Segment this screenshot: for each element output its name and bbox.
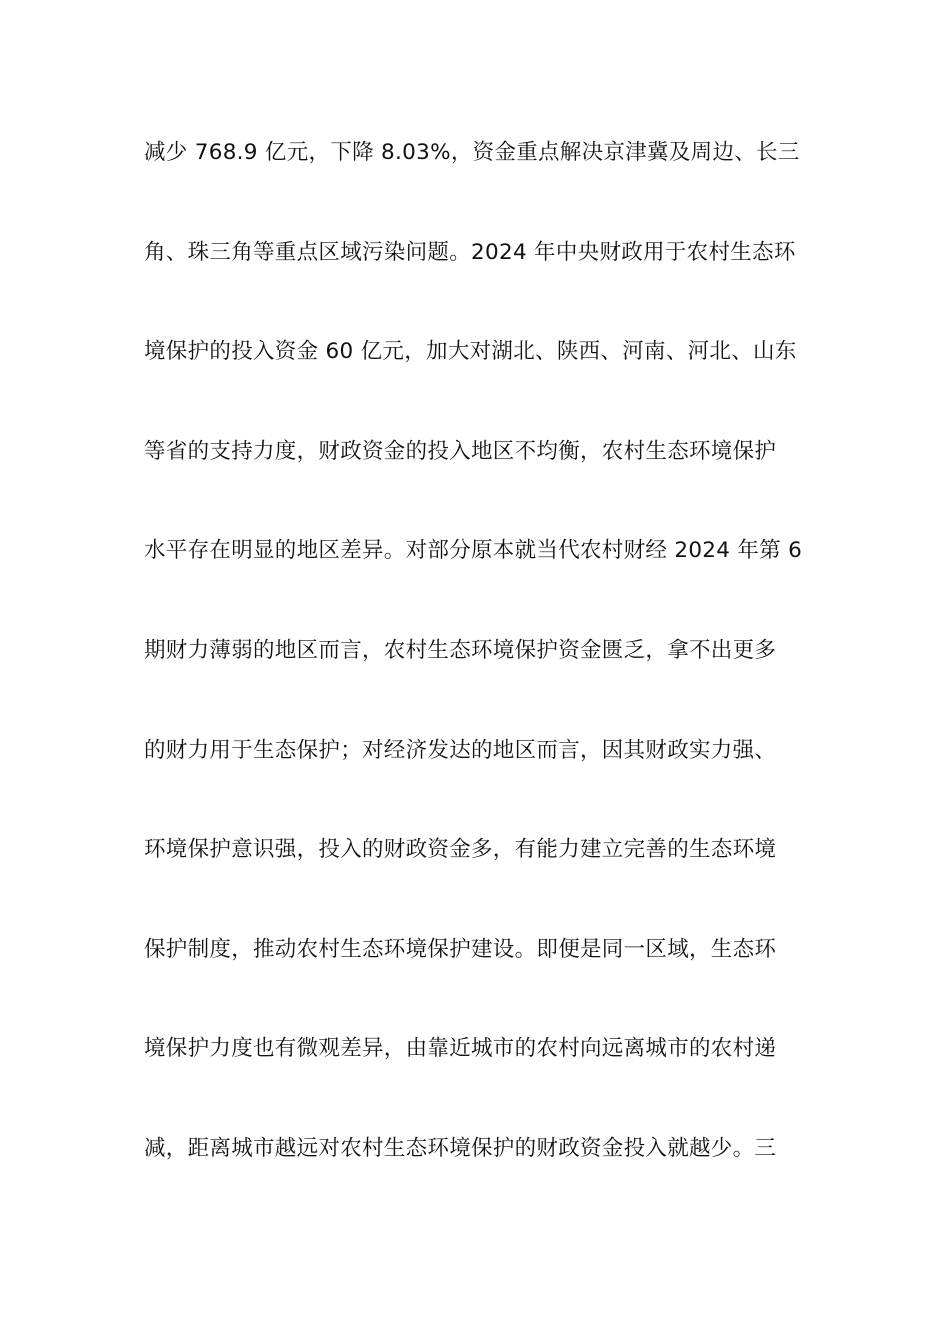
text-line: 等省的支持力度，财政资金的投入地区不均衡，农村生态环境保护 [144,438,777,464]
text-line: 期财力薄弱的地区而言，农村生态环境保护资金匮乏，拿不出更多 [144,637,777,663]
text-line: 水平存在明显的地区差异。对部分原本就当代农村财经 2024 年第 6 [144,538,803,564]
text-line: 的财力用于生态保护；对经济发达的地区而言，因其财政实力强、 [144,737,777,763]
text-line: 角、珠三角等重点区域污染问题。2024 年中央财政用于农村生态环 [144,239,796,265]
text-line: 保护制度，推动农村生态环境保护建设。即便是同一区域，生态环 [144,936,777,962]
text-line: 减，距离城市越远对农村生态环境保护的财政资金投入就越少。三 [144,1135,777,1161]
text-line: 境保护力度也有微观差异，由靠近城市的农村向远离城市的农村递 [144,1036,777,1062]
text-line: 境保护的投入资金 60 亿元，加大对湖北、陕西、河南、河北、山东 [144,339,797,365]
text-line: 环境保护意识强，投入的财政资金多，有能力建立完善的生态环境 [144,837,777,863]
text-line: 减少 768.9 亿元，下降 8.03%，资金重点解决京津冀及周边、长三 [144,140,800,165]
body-text [144,131,814,1227]
